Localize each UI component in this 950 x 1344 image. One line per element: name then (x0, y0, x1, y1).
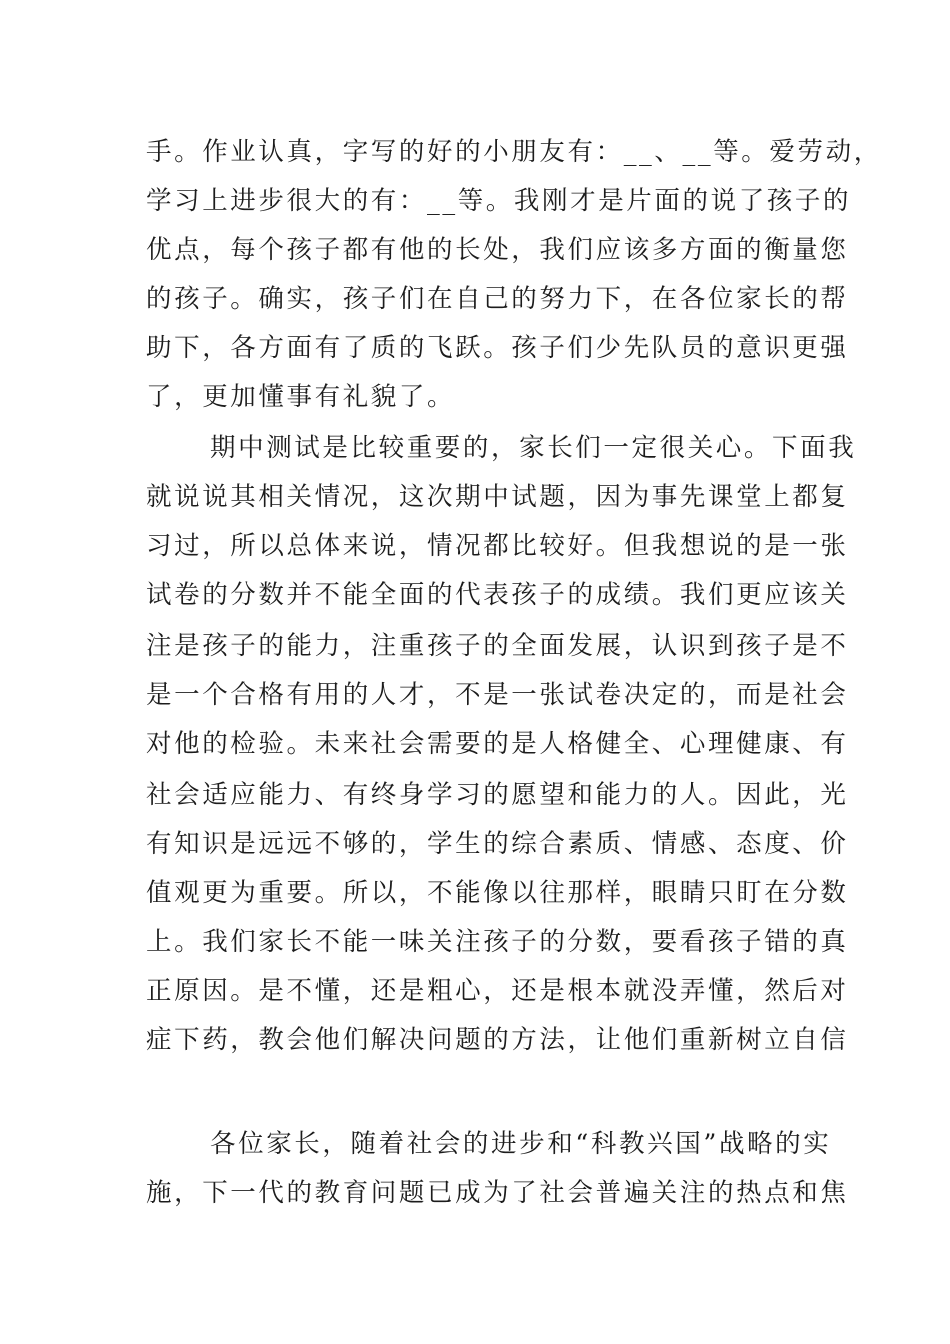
text-line: 注是孩子的能力，注重孩子的全面发展，认识到孩子是不 (146, 631, 849, 661)
text-line: 期中测试是比较重要的，家长们一定很关心。下面我 (210, 433, 857, 463)
text-line: 了，更加懂事有礼貌了。 (146, 382, 456, 412)
text-line: 有知识是远远不够的，学生的综合素质、情感、态度、价 (146, 829, 849, 859)
text-line: 优点，每个孩子都有他的长处，我们应该多方面的衡量您 (146, 235, 849, 265)
text-line: 习过，所以总体来说，情况都比较好。但我想说的是一张 (146, 531, 849, 561)
text-line: 正原因。是不懂，还是粗心，还是根本就没弄懂，然后对 (146, 976, 849, 1006)
text-line: 社会适应能力、有终身学习的愿望和能力的人。因此，光 (146, 780, 849, 810)
text-line: 助下，各方面有了质的飞跃。孩子们少先队员的意识更强 (146, 333, 849, 363)
text-line: 试卷的分数并不能全面的代表孩子的成绩。我们更应该关 (146, 580, 849, 610)
text-line: 手。作业认真，字写的好的小朋友有：__、__等。爱劳动， (146, 137, 882, 167)
text-line: 就说说其相关情况，这次期中试题，因为事先课堂上都复 (146, 482, 849, 512)
text-line: 对他的检验。未来社会需要的是人格健全、心理健康、有 (146, 729, 849, 759)
text-line: 值观更为重要。所以，不能像以往那样，眼睛只盯在分数 (146, 878, 849, 908)
text-line: 症下药，教会他们解决问题的方法，让他们重新树立自信 (146, 1025, 849, 1055)
text-line: 上。我们家长不能一味关注孩子的分数，要看孩子错的真 (146, 927, 849, 957)
text-line: 施，下一代的教育问题已成为了社会普遍关注的热点和焦 (146, 1178, 849, 1208)
text-line: 学习上进步很大的有：__等。我刚才是片面的说了孩子的 (146, 186, 852, 216)
text-line: 的孩子。确实，孩子们在自己的努力下，在各位家长的帮 (146, 284, 849, 314)
text-line: 各位家长，随着社会的进步和“科教兴国”战略的实 (210, 1129, 832, 1159)
text-line: 是一个合格有用的人才，不是一张试卷决定的，而是社会 (146, 680, 849, 710)
